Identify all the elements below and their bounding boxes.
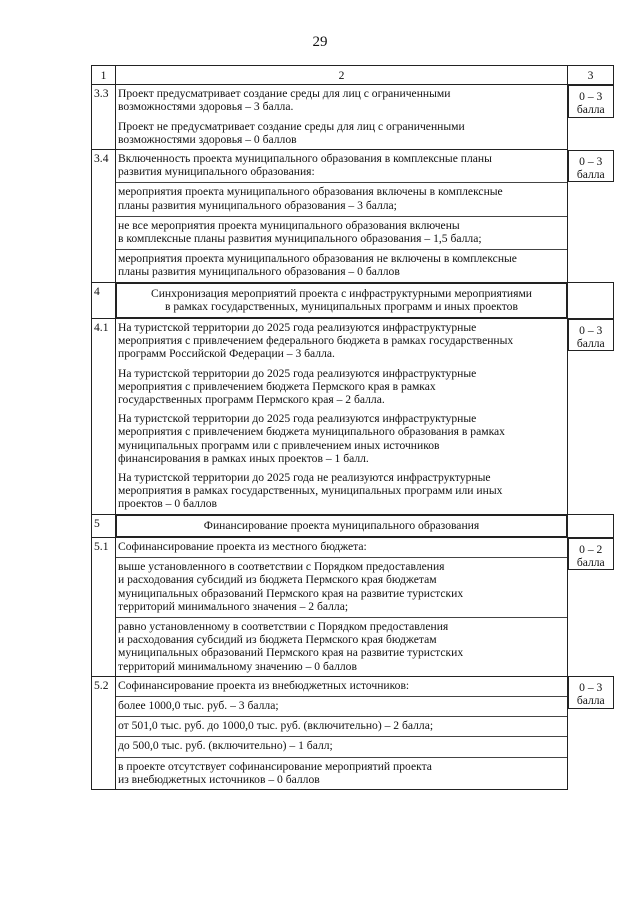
row-number: 5.1 (92, 537, 116, 676)
criterion-text: Софинансирование проекта из внебюджетных источников: (118, 678, 410, 692)
table-row (92, 676, 614, 789)
criterion-text: Включенность проекта муниципального образования в комплексные планы развития муниципального образования: (118, 152, 492, 179)
section-number: 5 (92, 514, 116, 537)
criterion-text: мероприятия проекта муниципального образования не включены в комплексные планы развития муниципального образования – 0 баллов (116, 249, 567, 281)
empty-cell (568, 282, 614, 318)
row-number: 3.3 (92, 85, 116, 150)
row-number: 4.1 (92, 319, 116, 515)
section-title: Финансирование проекта муниципального образования (116, 515, 567, 537)
row-number: 5.2 (92, 676, 116, 789)
criterion-text: На туристской территории до 2025 года реализуются инфраструктурные мероприятия с привлечением бюджета Пермского края в рамках государственных программ Пермского края – 2 балла. (118, 366, 477, 407)
section-title: Синхронизация мероприятий проекта с инфраструктурными мероприятиями в рамках государственных, муниципальных программ и иных проектов (116, 283, 567, 318)
score-range: 0 – 3 балла (568, 150, 614, 182)
header-col1: 1 (92, 66, 116, 85)
score-range: 0 – 3 балла (568, 676, 614, 708)
section-row (92, 282, 614, 318)
table-row (92, 85, 614, 150)
criterion-text: На туристской территории до 2025 года реализуются инфраструктурные мероприятия с привлечением федерального бюджета в рамках государственных программ Российской Федерации – 3 балла. (118, 321, 514, 361)
criterion-text: до 500,0 тыс. руб. (включительно) – 1 балл; (116, 736, 567, 755)
table-row (92, 150, 614, 283)
criterion-text: Проект не предусматривает создание среды для лиц с ограниченными возможностями здоровья – 0 баллов (118, 119, 465, 146)
table-row (92, 537, 614, 676)
score-range: 0 – 2 балла (568, 538, 614, 570)
table-row (92, 319, 614, 515)
criterion-text: равно установленному в соответствии с Порядком предоставления и расходования субсидий из бюджета Пермского края бюджетам муниципальных образований Пермского края на развитие туристских территорий минимальному значению – 0 баллов (116, 617, 567, 676)
criterion-text: Софинансирование проекта из местного бюджета: (118, 539, 367, 553)
score-range: 0 – 3 балла (568, 85, 614, 117)
criterion-text: Проект предусматривает создание среды для лиц с ограниченными возможностями здоровья – 3 балла. (118, 87, 451, 114)
page-number: 29 (312, 34, 328, 50)
row-number: 3.4 (92, 150, 116, 283)
table-header-row (92, 66, 614, 85)
criterion-text: в проекте отсутствует софинансирование мероприятий проекта из внебюджетных источников – 0 баллов (116, 757, 567, 789)
criterion-text: На туристской территории до 2025 года реализуются инфраструктурные мероприятия с привлечением бюджета муниципального образования в рамках муниципальных программ или с привлечением иных источников финансирования в рамках иных проектов – 1 балл. (118, 412, 505, 465)
section-number: 4 (92, 282, 116, 318)
header-col3: 3 (568, 66, 614, 85)
criterion-text: от 501,0 тыс. руб. до 1000,0 тыс. руб. (включительно) – 2 балла; (116, 716, 567, 735)
criterion-cell (116, 537, 568, 676)
section-row (92, 514, 614, 537)
score-range: 0 – 3 балла (568, 319, 614, 351)
criteria-table (91, 65, 614, 790)
criterion-text: выше установленного в соответствии с Порядком предоставления и расходования субсидий из бюджета Пермского края бюджетам муниципальных образований Пермского края на развитие туристских территорий минимального значения – 2 балла; (116, 557, 567, 616)
criterion-cell (116, 319, 568, 515)
criterion-cell (116, 85, 568, 150)
criterion-text: не все мероприятия проекта муниципального образования включены в комплексные планы развития муниципального образования – 1,5 балла; (116, 216, 567, 248)
header-col2: 2 (116, 66, 568, 85)
empty-cell (568, 514, 614, 537)
criterion-cell (116, 150, 568, 283)
criterion-cell (116, 676, 568, 789)
criterion-text: более 1000,0 тыс. руб. – 3 балла; (116, 696, 567, 715)
criterion-text: На туристской территории до 2025 года не реализуются инфраструктурные мероприятия в рамках государственных, муниципальных программ или иных проектов – 0 баллов (118, 471, 503, 511)
criterion-text: мероприятия проекта муниципального образования включены в комплексные планы развития муниципального образования – 3 балла; (116, 182, 567, 214)
